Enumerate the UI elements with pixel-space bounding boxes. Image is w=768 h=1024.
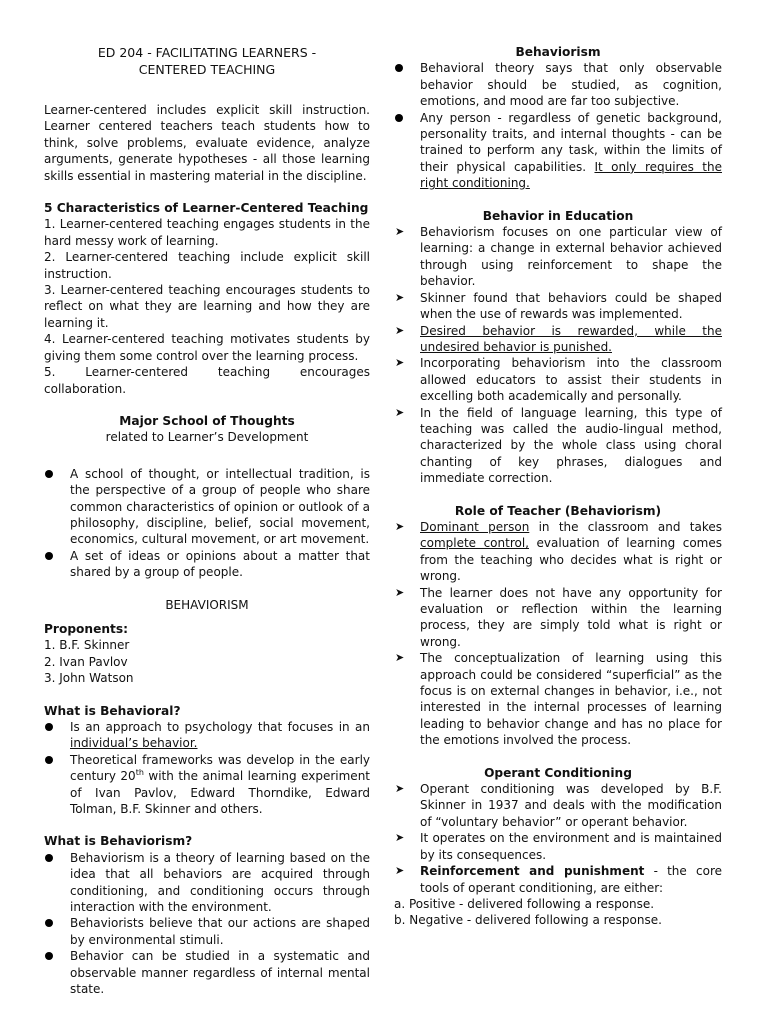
behavioral-bullets [44,719,370,817]
list-item: Theoretical frameworks was develop in the early century 20th with the animal learning experiment of Ivan Pavlov, Edward Thorndike, Edward Tolman, B.F. Skinner and others. [44,752,370,818]
bullet-icon [45,723,53,731]
arrow-bullet-icon: ➤ [395,782,405,796]
list-item: A school of thought, or intellectual tradition, is the perspective of a group of people who share common characteristics of opinion or outlook of a philosophy, discipline, belief, social movement, economics, cultural movement, or art movement. [44,466,370,548]
list-item: ➤ Skinner found that behaviors could be shaped when the use of rewards was implemented. [395,290,722,322]
bullet-icon [45,552,53,560]
list-item: 1. B.F. Skinner [44,638,130,653]
arrow-bullet-icon: ➤ [395,356,405,370]
behaviorism-bullets [44,850,370,998]
arrow-bullet-icon: ➤ [395,519,405,533]
proponents-list [44,637,370,686]
list-item: ➤ It operates on the environment and is maintained by its consequences. [395,831,722,862]
role-heading: Role of Teacher (Behaviorism) [454,503,662,518]
list-item: ➤ Operant conditioning was developed by B.F. Skinner in 1937 and deals with the modification of “voluntary behavior” or operant behavior. [395,782,722,829]
bullet-icon [395,64,403,72]
list-item: 3. John Watson [44,671,134,686]
list-item: A set of ideas or opinions about a matter that shared by a group of people. [44,548,370,581]
list-item: 2. Ivan Pavlov [44,654,128,669]
list-item: Behaviorists believe that our actions are shaped by environmental stimuli. [44,915,370,948]
behaviorism-question-heading: What is Behaviorism? [44,834,193,849]
list-item: ➤ Reinforcement and punishment - the core tools of operant conditioning, are either: [395,864,722,895]
right-column [394,44,722,929]
characteristics-list [44,216,370,396]
operant-heading: Operant Conditioning [484,765,632,780]
operant-option-b: b. Negative - delivered following a response. [394,913,662,928]
left-column [44,44,370,998]
proponents-heading: Proponents: [44,621,128,636]
education-bullets [394,224,722,487]
list-item: 5. Learner-centered teaching encourages collaboration. [44,365,370,396]
list-item: 4. Learner-centered teaching motivates students by giving them some control over the learning process. [44,332,370,363]
list-item: ➤ In the field of language learning, this type of teaching was called the audio-lingual method, characterized by the whole class using choral chanting of key phrases, dialogues and immediate correction. [395,405,722,486]
list-item: 1. Learner-centered teaching engages students in the hard messy work of learning. [44,217,370,248]
list-item: ➤ Incorporating behaviorism into the classroom allowed educators to assist their students in excelling both academically and personally. [395,356,722,404]
behaviorism-heading: BEHAVIORISM [165,597,249,612]
behavioral-heading: What is Behavioral? [44,703,181,718]
behaviorism-section-bullets [394,60,722,191]
arrow-bullet-icon: ➤ [395,290,405,304]
bullet-icon [45,854,53,862]
list-item: Behaviorism is a theory of learning based on the idea that all behaviors are acquired through conditioning, and conditioning occurs through interaction with the environment. [44,850,370,916]
bullet-icon [45,919,53,927]
operant-bullets [394,781,722,896]
bullet-icon [395,114,403,122]
operant-option-a: a. Positive - delivered following a response. [394,896,655,911]
list-item: Is an approach to psychology that focuses in an individual’s behavior. [44,719,370,752]
arrow-bullet-icon: ➤ [395,651,405,665]
list-item: Any person - regardless of genetic background, personality traits, and internal thoughts - can be trained to perform any task, within the limits of their physical capabilities. It only requires the right conditioning. [394,110,722,192]
role-bullets [394,519,722,749]
list-item: ➤ The conceptualization of learning using this approach could be considered “superficial” as the focus is on external changes in behavior, i.e., not interested in the internal processes of learning leading to behavior change and has no place for the emotions involved the process. [395,651,722,748]
list-item: 2. Learner-centered teaching include explicit skill instruction. [44,250,370,281]
list-item: ➤ The learner does not have any opportunity for evaluation or reflection within the learning process, they are simply told what is right or wrong. [395,585,722,649]
list-item: ➤ Desired behavior is rewarded, while the undesired behavior is punished. [395,323,722,354]
characteristics-heading: 5 Characteristics of Learner-Centered Teaching [44,201,369,216]
school-subheading: related to Learner’s Development [105,430,309,445]
intro-paragraph: Learner-centered includes explicit skill instruction. Learner centered teachers teach students how to think, solve problems, evaluate evidence, analyze arguments, generate hypotheses - all those learning skills essential in mastering material in the discipline. [44,103,370,183]
school-heading: Major School of Thoughts [119,413,295,428]
arrow-bullet-icon: ➤ [395,323,405,337]
list-item: ➤ Dominant person in the classroom and takes complete control, evaluation of learning comes from the teaching who decides what is right or wrong. [395,519,722,584]
arrow-bullet-icon: ➤ [395,405,405,419]
list-item: 3. Learner-centered teaching encourages students to reflect on what they are learning and how they are learning it. [44,283,370,330]
list-item: Behavioral theory says that only observable behavior should be studied, as cognition, emotions, and mood are far too subjective. [394,60,722,109]
list-item: Behavior can be studied in a systematic and observable manner regardless of internal mental state. [44,948,370,997]
bullet-icon [45,952,53,960]
behaviorism-section-heading: Behaviorism [515,45,601,59]
education-heading: Behavior in Education [482,208,634,223]
arrow-bullet-icon: ➤ [395,225,405,239]
list-item: ➤ Behaviorism focuses on one particular view of learning: a change in external behavior achieved through using reinforcement to shape the behavior. [395,225,722,289]
document-title: ED 204 - FACILITATING LEARNERS - CENTERED TEACHING [97,45,317,77]
arrow-bullet-icon: ➤ [395,585,405,599]
bullet-icon [45,756,53,764]
arrow-bullet-icon: ➤ [395,831,405,845]
school-bullets [44,466,370,581]
arrow-bullet-icon: ➤ [395,864,405,878]
bullet-icon [45,470,53,478]
